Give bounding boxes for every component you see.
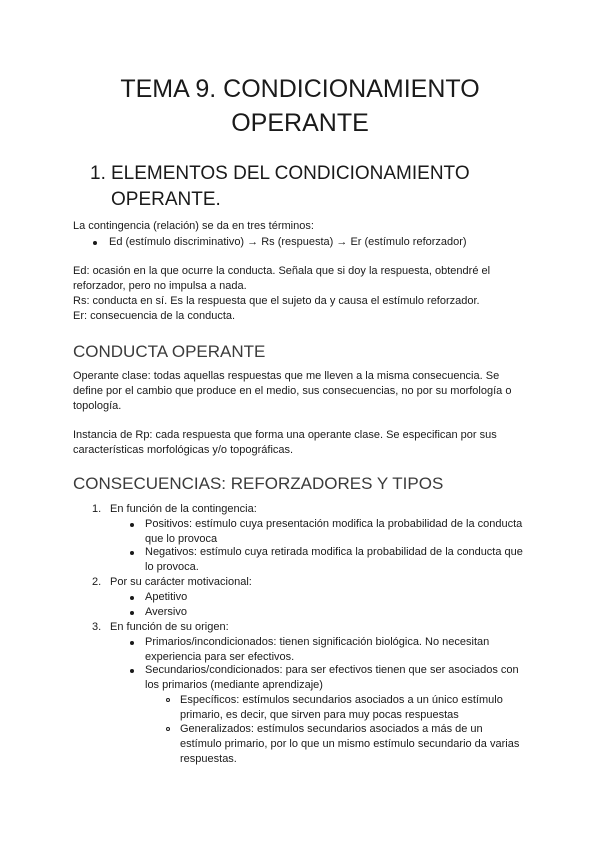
bullet-icon: [130, 551, 134, 555]
bullet-icon: [130, 523, 134, 527]
list-item-secundarios-line2: los primarios (mediante aprendizaje): [145, 679, 323, 691]
bullet-icon: [130, 596, 134, 600]
er-definition: Er: consecuencia de la conducta.: [73, 310, 236, 322]
operante-clase-line1: Operante clase: todas aquellas respuestas que me lleven a la misma consecuencia. Se: [73, 370, 500, 382]
list-item-contingencia: En función de la contingencia:: [110, 503, 257, 515]
list-item-aversivo: Aversivo: [145, 606, 187, 618]
list-number-2: 2.: [92, 576, 102, 588]
ed-definition-line2: reforzador, pero no impulsa a nada.: [73, 280, 247, 292]
operante-clase-line3: topología.: [73, 400, 122, 412]
list-item-generalizados-line3: respuestas.: [180, 753, 237, 765]
list-item-positivos-line2: que lo provoca: [145, 533, 218, 545]
list-item-generalizados-line2: estímulo primario, por lo que un mismo estímulo secundario da varias: [180, 738, 520, 750]
bullet-icon: [130, 641, 134, 645]
list-item-positivos-line1: Positivos: estímulo cuya presentación modifica la probabilidad de la conducta: [145, 518, 523, 530]
contingency-bullet: Ed (estímulo discriminativo) → Rs (respuesta) → Er (estímulo reforzador): [109, 236, 467, 248]
bullet-icon: [130, 611, 134, 615]
bullet-icon: [93, 241, 97, 245]
circle-bullet-icon: [166, 727, 170, 731]
bullet-icon: [130, 669, 134, 673]
rs-definition: Rs: conducta en sí. Es la respuesta que el sujeto da y causa el estímulo reforzador.: [73, 295, 480, 307]
section-heading-line2: OPERANTE.: [111, 189, 221, 210]
section-heading-line1: ELEMENTOS DEL CONDICIONAMIENTO: [111, 163, 470, 184]
instancia-line2: características morfológicas y/o topográficas.: [73, 444, 294, 456]
list-item-especificos-line2: primario, es decir, que sirven para muy pocas respuestas: [180, 709, 459, 721]
circle-bullet-icon: [166, 698, 170, 702]
list-item-negativos-line2: lo provoca.: [145, 561, 199, 573]
heading-conducta-operante: CONDUCTA OPERANTE: [73, 342, 266, 361]
operante-clase-line2: define por el cambio que produce en el medio, sus consecuencias, no por su morfología o: [73, 385, 512, 397]
list-item-motivacional: Por su carácter motivacional:: [110, 576, 252, 588]
list-item-secundarios-line1: Secundarios/condicionados: para ser efectivos tienen que ser asociados con: [145, 664, 519, 676]
list-item-especificos-line1: Específicos: estímulos secundarios asociados a un único estímulo: [180, 694, 503, 706]
heading-consecuencias: CONSECUENCIAS: REFORZADORES Y TIPOS: [73, 474, 444, 493]
list-item-apetitivo: Apetitivo: [145, 591, 188, 603]
list-item-primarios-line1: Primarios/incondicionados: tienen significación biológica. No necesitan: [145, 636, 490, 648]
ed-definition-line1: Ed: ocasión en la que ocurre la conducta. Señala que si doy la respuesta, obtendré el: [73, 265, 491, 277]
contingency-intro: La contingencia (relación) se da en tres términos:: [73, 220, 314, 232]
list-item-generalizados-line1: Generalizados: estímulos secundarios asociados a más de un: [180, 723, 483, 735]
page-title-line1: TEMA 9. CONDICIONAMIENTO: [120, 75, 480, 103]
page-title-line2: OPERANTE: [231, 109, 369, 137]
list-item-primarios-line2: experiencia para ser efectivos.: [145, 651, 295, 663]
instancia-line1: Instancia de Rp: cada respuesta que forma una operante clase. Se especifican por sus: [73, 429, 497, 441]
list-number-3: 3.: [92, 621, 102, 633]
section-number: 1.: [90, 163, 106, 184]
list-number-1: 1.: [92, 503, 102, 515]
list-item-origen: En función de su origen:: [110, 621, 229, 633]
list-item-negativos-line1: Negativos: estímulo cuya retirada modifica la probabilidad de la conducta que: [145, 546, 523, 558]
